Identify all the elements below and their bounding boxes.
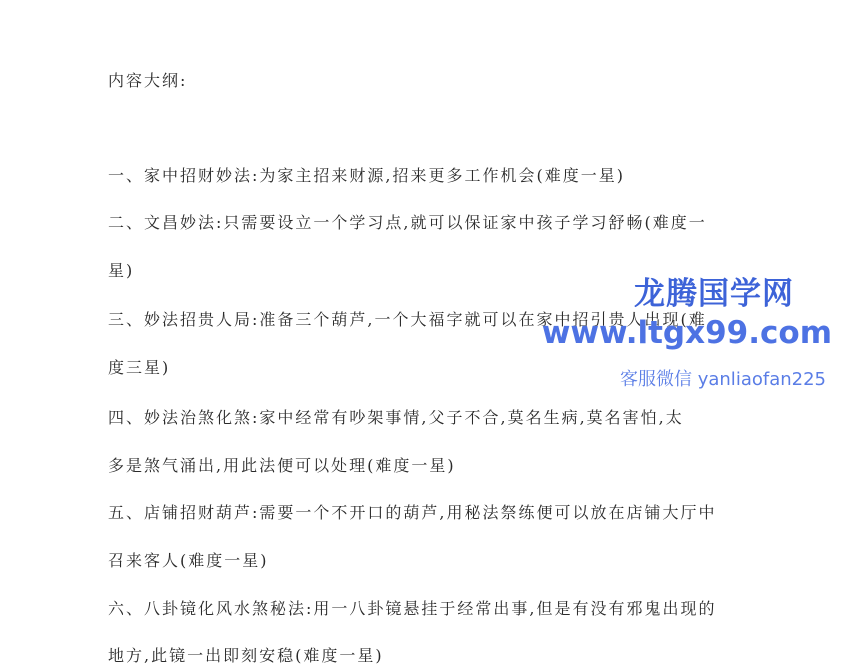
outline-line-4: 四、妙法治煞化煞:家中经常有吵架事情,父子不合,莫名生病,莫名害怕,太 — [108, 408, 684, 427]
outline-line-5: 五、店铺招财葫芦:需要一个不开口的葫芦,用秘法祭练便可以放在店铺大厅中 — [108, 503, 717, 522]
watermark-url: www.ltgx99.com — [541, 315, 832, 351]
outline-line-3-cont: 度三星) — [108, 358, 171, 377]
outline-line-5-cont: 召来客人(难度一星) — [108, 551, 269, 570]
outline-line-6: 六、八卦镜化风水煞秘法:用一八卦镜悬挂于经常出事,但是有没有邪鬼出现的 — [108, 599, 717, 618]
outline-line-6-cont: 地方,此镜一出即刻安稳(难度一星) — [108, 646, 384, 665]
outline-line-3: 三、妙法招贵人局:准备三个葫芦,一个大福字就可以在家中招引贵人出现(难 — [108, 310, 707, 329]
watermark-contact: 客服微信 yanliaofan225 — [620, 369, 826, 390]
outline-line-1: 一、家中招财妙法:为家主招来财源,招来更多工作机会(难度一星) — [108, 166, 625, 185]
watermark-title: 龙腾国学网 — [634, 276, 794, 312]
outline-line-4-cont: 多是煞气涌出,用此法便可以处理(难度一星) — [108, 456, 456, 475]
outline-line-2: 二、文昌妙法:只需要设立一个学习点,就可以保证家中孩子学习舒畅(难度一 — [108, 213, 707, 232]
outline-heading: 内容大纲: — [108, 71, 188, 90]
outline-line-2-cont: 星) — [108, 261, 135, 280]
